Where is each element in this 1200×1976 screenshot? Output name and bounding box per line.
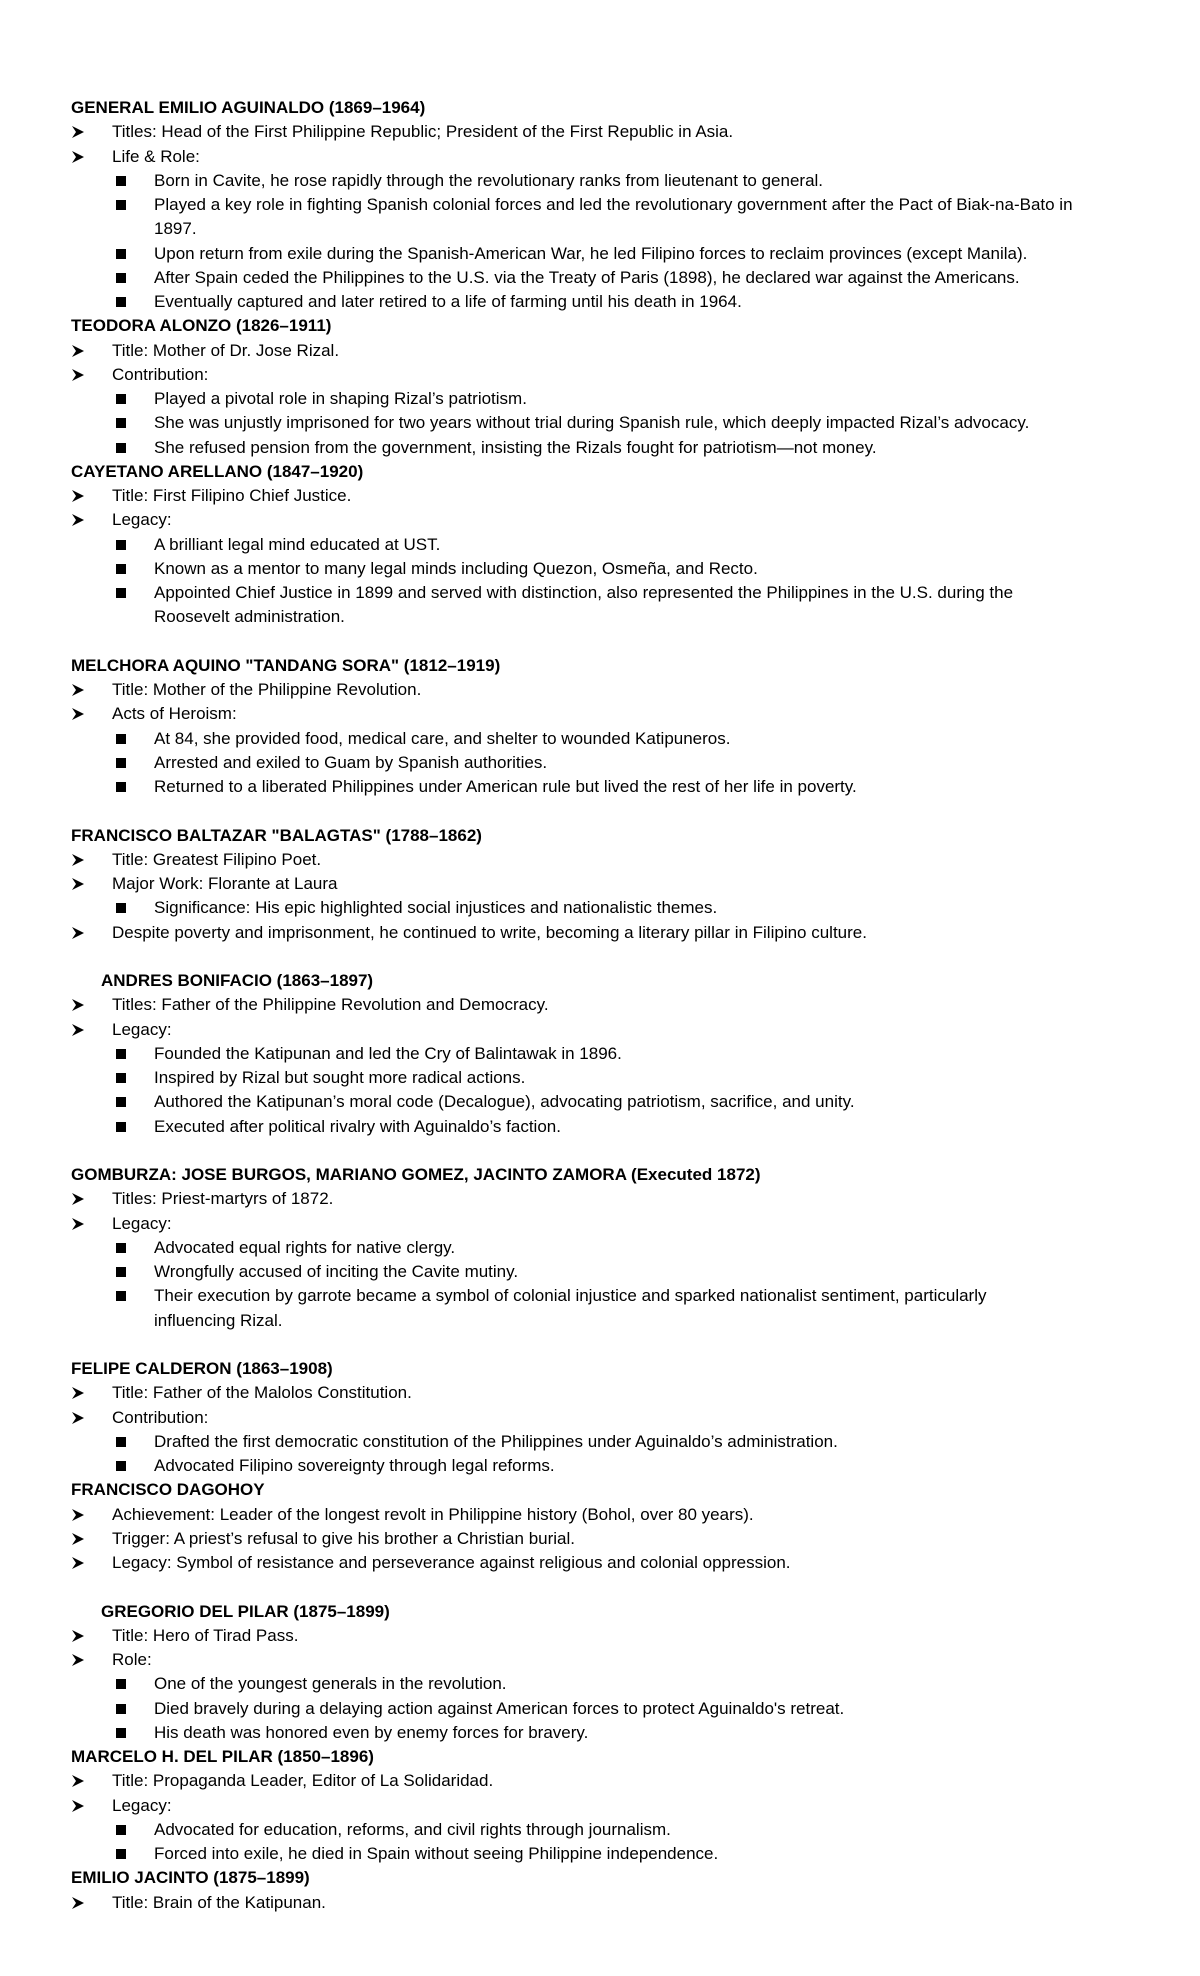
bullet-text: Trigger: A priest’s refusal to give his brother a Christian burial. [112,1528,575,1548]
sub-bullet-item [0,1042,1200,1066]
sub-bullet-item [0,1430,1200,1454]
bullet-item [0,508,1200,532]
bullet-text: Title: Mother of Dr. Jose Rizal. [112,340,340,360]
bullet-text: Legacy: [112,1213,172,1233]
arrow-bullet-icon [71,363,85,387]
sub-bullet-item [0,1697,1200,1721]
sub-bullet-item [0,1818,1200,1842]
square-bullet-icon [116,418,126,428]
bullet-item [0,1794,1200,1818]
bullet-text: Life & Role: [112,146,200,166]
square-bullet-icon [116,903,126,913]
sub-bullet-text: Eventually captured and later retired to a life of farming until his death in 1964. [154,292,742,311]
square-bullet-icon [116,1291,126,1301]
bullet-item [0,1018,1200,1042]
bullet-text: Title: Propaganda Leader, Editor of La Solidaridad. [112,1771,494,1791]
sub-bullet-item [0,1260,1200,1284]
arrow-bullet-icon [71,1406,85,1430]
sub-bullet-text: She was unjustly imprisoned for two years without trial during Spanish rule, which deeply impacted Rizal’s advocacy. [154,413,1030,433]
square-bullet-icon [116,1122,126,1132]
bullet-text: Achievement: Leader of the longest revolt in Philippine history (Bohol, over 80 years). [112,1504,754,1524]
bullet-text: Titles: Father of the Philippine Revolution and Democracy. [112,995,549,1015]
bullet-text: Title: Hero of Tirad Pass. [112,1625,299,1645]
bullet-item [0,339,1200,363]
sub-bullet-item [0,1454,1200,1478]
arrow-bullet-icon [71,921,85,945]
sub-bullet-item [0,581,1200,605]
sub-bullet-text: Their execution by garrote became a symbol of colonial injustice and sparked nationalist sentiment, particularly [154,1286,987,1306]
square-bullet-icon [116,1704,126,1714]
bullet-text: Major Work: Florante at Laura [112,874,338,893]
bullet-item [0,1527,1200,1551]
square-bullet-icon [116,540,126,550]
square-bullet-icon [116,782,126,792]
sub-bullet-item [0,387,1200,411]
arrow-bullet-icon [71,872,85,896]
bullet-text: Contribution: [112,364,209,384]
arrow-bullet-icon [71,1551,85,1575]
section-heading: FRANCISCO DAGOHOY [71,1480,265,1500]
bullet-item [0,1503,1200,1527]
continuation-text: influencing Rizal. [154,1310,283,1330]
arrow-bullet-icon [71,1187,85,1211]
arrow-bullet-icon [71,1624,85,1648]
sub-bullet-text: Played a pivotal role in shaping Rizal’s patriotism. [154,389,527,408]
sub-bullet-text: Born in Cavite, he rose rapidly through the revolutionary ranks from lieutenant to general. [154,170,824,190]
square-bullet-icon [116,1825,126,1835]
square-bullet-icon [116,588,126,598]
square-bullet-icon [116,1097,126,1107]
sub-bullet-item [0,1284,1200,1308]
square-bullet-icon [116,758,126,768]
bullet-item [0,484,1200,508]
sub-bullet-item [0,775,1200,799]
sub-bullet-text: Known as a mentor to many legal minds including Quezon, Osmeña, and Recto. [154,558,758,578]
sub-bullet-text: Returned to a liberated Philippines under American rule but lived the rest of her life in poverty. [154,777,857,796]
sub-bullet-text: Authored the Katipunan’s moral code (Decalogue), advocating patriotism, sacrifice, and unity. [154,1092,855,1112]
sub-bullet-text: His death was honored even by enemy forces for bravery. [154,1722,589,1742]
square-bullet-icon [116,297,126,307]
bullet-item [0,678,1200,702]
bullet-text: Legacy: [112,1019,172,1039]
arrow-bullet-icon [71,120,85,144]
bullet-text: Title: First Filipino Chief Justice. [112,486,352,505]
sub-bullet-text: Played a key role in fighting Spanish colonial forces and led the revolutionary government after the Pact of Biak-na-Bato in [154,195,1073,214]
sub-bullet-text: After Spain ceded the Philippines to the U.S. via the Treaty of Paris (1898), he declared war against the Americans. [154,267,1020,287]
sub-bullet-item [0,242,1200,266]
arrow-bullet-icon [71,702,85,726]
bullet-item [0,120,1200,144]
arrow-bullet-icon [71,1381,85,1405]
sub-bullet-text: Drafted the first democratic constitution of the Philippines under Aguinaldo’s administration. [154,1431,838,1451]
bullet-item [0,872,1200,896]
square-bullet-icon [116,1049,126,1059]
arrow-bullet-icon [71,1769,85,1793]
bullet-text: Title: Father of the Malolos Constitution. [112,1383,412,1403]
sub-bullet-text: She refused pension from the government, insisting the Rizals fought for patriotism—not money. [154,437,877,457]
bullet-text: Acts of Heroism: [112,704,237,724]
arrow-bullet-icon [71,1018,85,1042]
sub-bullet-text: Executed after political rivalry with Aguinaldo’s faction. [154,1116,561,1136]
arrow-bullet-icon [71,508,85,532]
square-bullet-icon [116,1728,126,1738]
square-bullet-icon [116,1849,126,1859]
arrow-bullet-icon [71,1891,85,1915]
bullet-item [0,1187,1200,1211]
bullet-item [0,848,1200,872]
sub-bullet-item [0,751,1200,775]
square-bullet-icon [116,734,126,744]
continuation-text: 1897. [154,219,197,239]
square-bullet-icon [116,176,126,186]
bullet-text: Legacy: Symbol of resistance and perseverance against religious and colonial oppression. [112,1553,791,1572]
bullet-item [0,1381,1200,1405]
sub-bullet-item [0,727,1200,751]
sub-bullet-text: At 84, she provided food, medical care, and shelter to wounded Katipuneros. [154,728,731,748]
square-bullet-icon [116,1461,126,1471]
bullet-text: Title: Mother of the Philippine Revolution. [112,680,422,699]
sub-bullet-item [0,1115,1200,1139]
bullet-text: Titles: Head of the First Philippine Republic; President of the First Republic in Asia. [112,122,734,142]
square-bullet-icon [116,394,126,404]
section-heading: EMILIO JACINTO (1875–1899) [71,1868,310,1888]
arrow-bullet-icon [71,1503,85,1527]
section-heading: MARCELO H. DEL PILAR (1850–1896) [71,1747,374,1766]
square-bullet-icon [116,249,126,259]
sub-bullet-text: Appointed Chief Justice in 1899 and served with distinction, also represented the Philippines in the U.S. during the [154,583,1014,602]
bullet-item [0,1212,1200,1236]
sub-bullet-text: Founded the Katipunan and led the Cry of Balintawak in 1896. [154,1043,622,1063]
bullet-text: Title: Greatest Filipino Poet. [112,849,322,869]
sub-bullet-item [0,557,1200,581]
arrow-bullet-icon [71,1648,85,1672]
square-bullet-icon [116,273,126,283]
bullet-item [0,1769,1200,1793]
section-heading: ANDRES BONIFACIO (1863–1897) [101,971,374,990]
sub-bullet-item [0,436,1200,460]
square-bullet-icon [116,1437,126,1447]
section-heading: CAYETANO ARELLANO (1847–1920) [71,461,364,481]
square-bullet-icon [116,1679,126,1689]
sub-bullet-item [0,1672,1200,1696]
square-bullet-icon [116,1267,126,1277]
sub-bullet-text: Inspired by Rizal but sought more radical actions. [154,1068,526,1087]
sub-bullet-item [0,1090,1200,1114]
sub-bullet-item [0,290,1200,314]
sub-bullet-text: Forced into exile, he died in Spain without seeing Philippine independence. [154,1844,719,1863]
bullet-item [0,1551,1200,1575]
bullet-text: Titles: Priest-martyrs of 1872. [112,1189,334,1209]
bullet-item [0,1406,1200,1430]
sub-bullet-item [0,533,1200,557]
arrow-bullet-icon [71,1212,85,1236]
bullet-text: Role: [112,1650,152,1669]
sub-bullet-item [0,266,1200,290]
sub-bullet-text: One of the youngest generals in the revolution. [154,1674,507,1694]
sub-bullet-text: A brilliant legal mind educated at UST. [154,534,441,554]
sub-bullet-text: Died bravely during a delaying action against American forces to protect Aguinaldo's retreat. [154,1698,845,1718]
arrow-bullet-icon [71,1527,85,1551]
sub-bullet-item [0,1842,1200,1866]
bullet-text: Contribution: [112,1407,209,1427]
arrow-bullet-icon [71,993,85,1017]
arrow-bullet-icon [71,678,85,702]
bullet-item [0,702,1200,726]
bullet-item [0,363,1200,387]
square-bullet-icon [116,564,126,574]
arrow-bullet-icon [71,1794,85,1818]
section-heading: FRANCISCO BALTAZAR "BALAGTAS" (1788–1862) [71,825,482,845]
square-bullet-icon [116,1073,126,1083]
bullet-item [0,1891,1200,1915]
section-heading: TEODORA ALONZO (1826–1911) [71,316,332,336]
sub-bullet-item [0,193,1200,217]
section-heading: GOMBURZA: JOSE BURGOS, MARIANO GOMEZ, JACINTO ZAMORA (Executed 1872) [71,1165,761,1184]
sub-bullet-text: Arrested and exiled to Guam by Spanish authorities. [154,752,548,772]
square-bullet-icon [116,443,126,453]
bullet-item [0,1648,1200,1672]
square-bullet-icon [116,1243,126,1253]
section-heading: GREGORIO DEL PILAR (1875–1899) [101,1601,390,1621]
sub-bullet-item [0,1066,1200,1090]
square-bullet-icon [116,200,126,210]
arrow-bullet-icon [71,484,85,508]
sub-bullet-item [0,169,1200,193]
bullet-item [0,145,1200,169]
arrow-bullet-icon [71,339,85,363]
sub-bullet-item [0,1236,1200,1260]
sub-bullet-text: Significance: His epic highlighted social injustices and nationalistic themes. [154,898,718,918]
bullet-item [0,993,1200,1017]
sub-bullet-text: Wrongfully accused of inciting the Cavite mutiny. [154,1262,519,1281]
arrow-bullet-icon [71,145,85,169]
section-heading: GENERAL EMILIO AGUINALDO (1869–1964) [71,98,426,117]
sub-bullet-item [0,1721,1200,1745]
bullet-text: Title: Brain of the Katipunan. [112,1892,326,1912]
bullet-text: Legacy: [112,510,172,530]
continuation-text: Roosevelt administration. [154,607,345,627]
arrow-bullet-icon [71,848,85,872]
section-heading: FELIPE CALDERON (1863–1908) [71,1359,333,1378]
sub-bullet-text: Advocated Filipino sovereignty through legal reforms. [154,1456,555,1475]
bullet-item [0,1624,1200,1648]
sub-bullet-item [0,411,1200,435]
sub-bullet-text: Advocated equal rights for native clergy. [154,1237,456,1257]
sub-bullet-item [0,896,1200,920]
sub-bullet-text: Advocated for education, reforms, and civil rights through journalism. [154,1819,671,1839]
bullet-text: Despite poverty and imprisonment, he continued to write, becoming a literary pillar in Filipino culture. [112,922,867,942]
bullet-text: Legacy: [112,1795,172,1815]
section-heading: MELCHORA AQUINO "TANDANG SORA" (1812–1919) [71,655,501,675]
bullet-item [0,921,1200,945]
sub-bullet-text: Upon return from exile during the Spanish-American War, he led Filipino forces to reclaim provinces (except Manila). [154,243,1028,263]
